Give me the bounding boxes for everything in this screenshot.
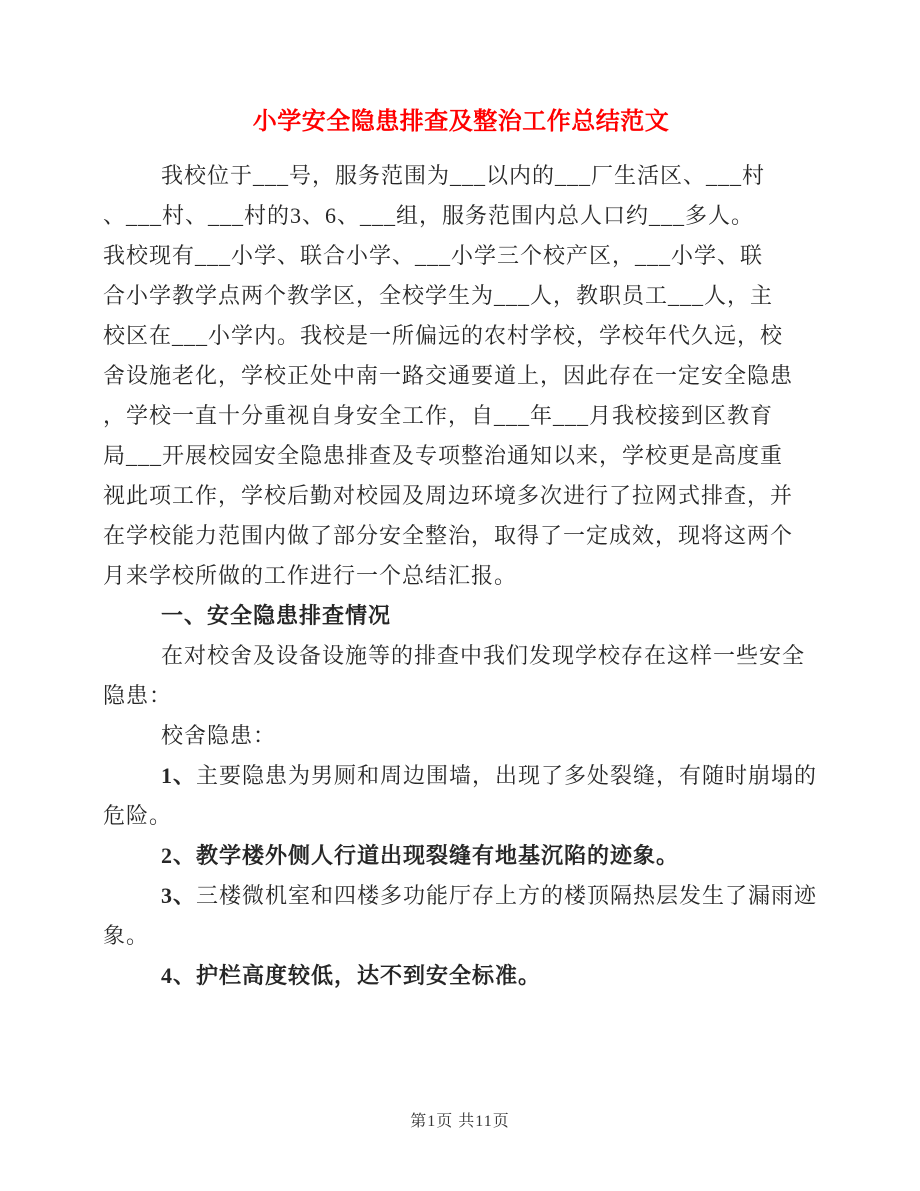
document-body [103,156,819,996]
text-line [103,796,819,836]
text-line [103,676,819,716]
text-line [103,396,819,436]
document-content [103,99,819,996]
text-segment: ，学校一直十分重视自身安全工作，自___年___月我校接到区教育 [103,403,774,428]
text-segment: 月来学校所做的工作进行一个总结汇报。 [103,563,518,588]
text-line [103,356,819,396]
text-line [103,956,819,996]
text-segment-bold: 3、 [161,883,197,908]
text-segment: 三楼微机室和四楼多功能厅存上方的楼顶隔热层发生了漏雨迹 [196,883,818,908]
text-segment: 舍设施老化，学校正处中南一路交通要道上，因此存在一定安全隐患 [103,363,794,388]
text-line [103,916,819,956]
text-line [103,156,819,196]
text-segment-bold: 4、护栏高度较低，达不到安全标准。 [161,963,542,988]
text-line [103,276,819,316]
text-segment: 我校位于___号，服务范围为___以内的___厂生活区、___村 [161,163,766,188]
text-segment: 我校现有___小学、联合小学、___小学三个校产区，___小学、联 [103,243,764,268]
text-segment: 在学校能力范围内做了部分安全整治，取得了一定成效，现将这两个 [103,523,794,548]
text-line [103,316,819,356]
text-line [103,516,819,556]
document-title: 小学安全隐患排查及整治工作总结范文 [252,109,670,135]
text-segment: 危险。 [103,803,173,828]
text-segment: 局___开展校园安全隐患排查及专项整治通知以来，学校更是高度重 [103,443,784,468]
text-segment: 在对校舍及设备设施等的排查中我们发现学校存在这样一些安全 [161,643,806,668]
text-line [103,716,819,756]
text-segment: 视此项工作，学校后勤对校园及周边环境多次进行了拉网式排查，并 [103,483,794,508]
text-segment: 象。 [103,923,150,948]
text-segment: 隐患： [103,683,173,708]
text-line [103,436,819,476]
text-segment: 校区在___小学内。我校是一所偏远的农村学校，学校年代久远，校 [103,323,784,348]
text-segment-bold: 2、教学楼外侧人行道出现裂缝有地基沉陷的迹象。 [161,843,680,868]
text-line [103,876,819,916]
text-segment: 校舍隐患： [161,723,277,748]
text-line [103,556,819,596]
text-line [103,596,819,636]
page-footer: 第1页 共11页 [410,1113,510,1130]
text-line [103,476,819,516]
text-segment: 合小学教学点两个教学区，全校学生为___人，教职员工___人，主 [103,283,774,308]
text-segment-bold: 一、安全隐患排查情况 [161,603,392,628]
text-line [103,756,819,796]
text-line [103,836,819,876]
text-segment: 主要隐患为男厕和周边围墙，出现了多处裂缝，有随时崩塌的 [196,763,818,788]
text-line [103,196,819,236]
text-segment: 、___村、___村的3、6、___组，服务范围内总人口约___多人。 [103,203,755,228]
text-line [103,236,819,276]
text-line [103,636,819,676]
text-segment-bold: 1、 [161,763,197,788]
